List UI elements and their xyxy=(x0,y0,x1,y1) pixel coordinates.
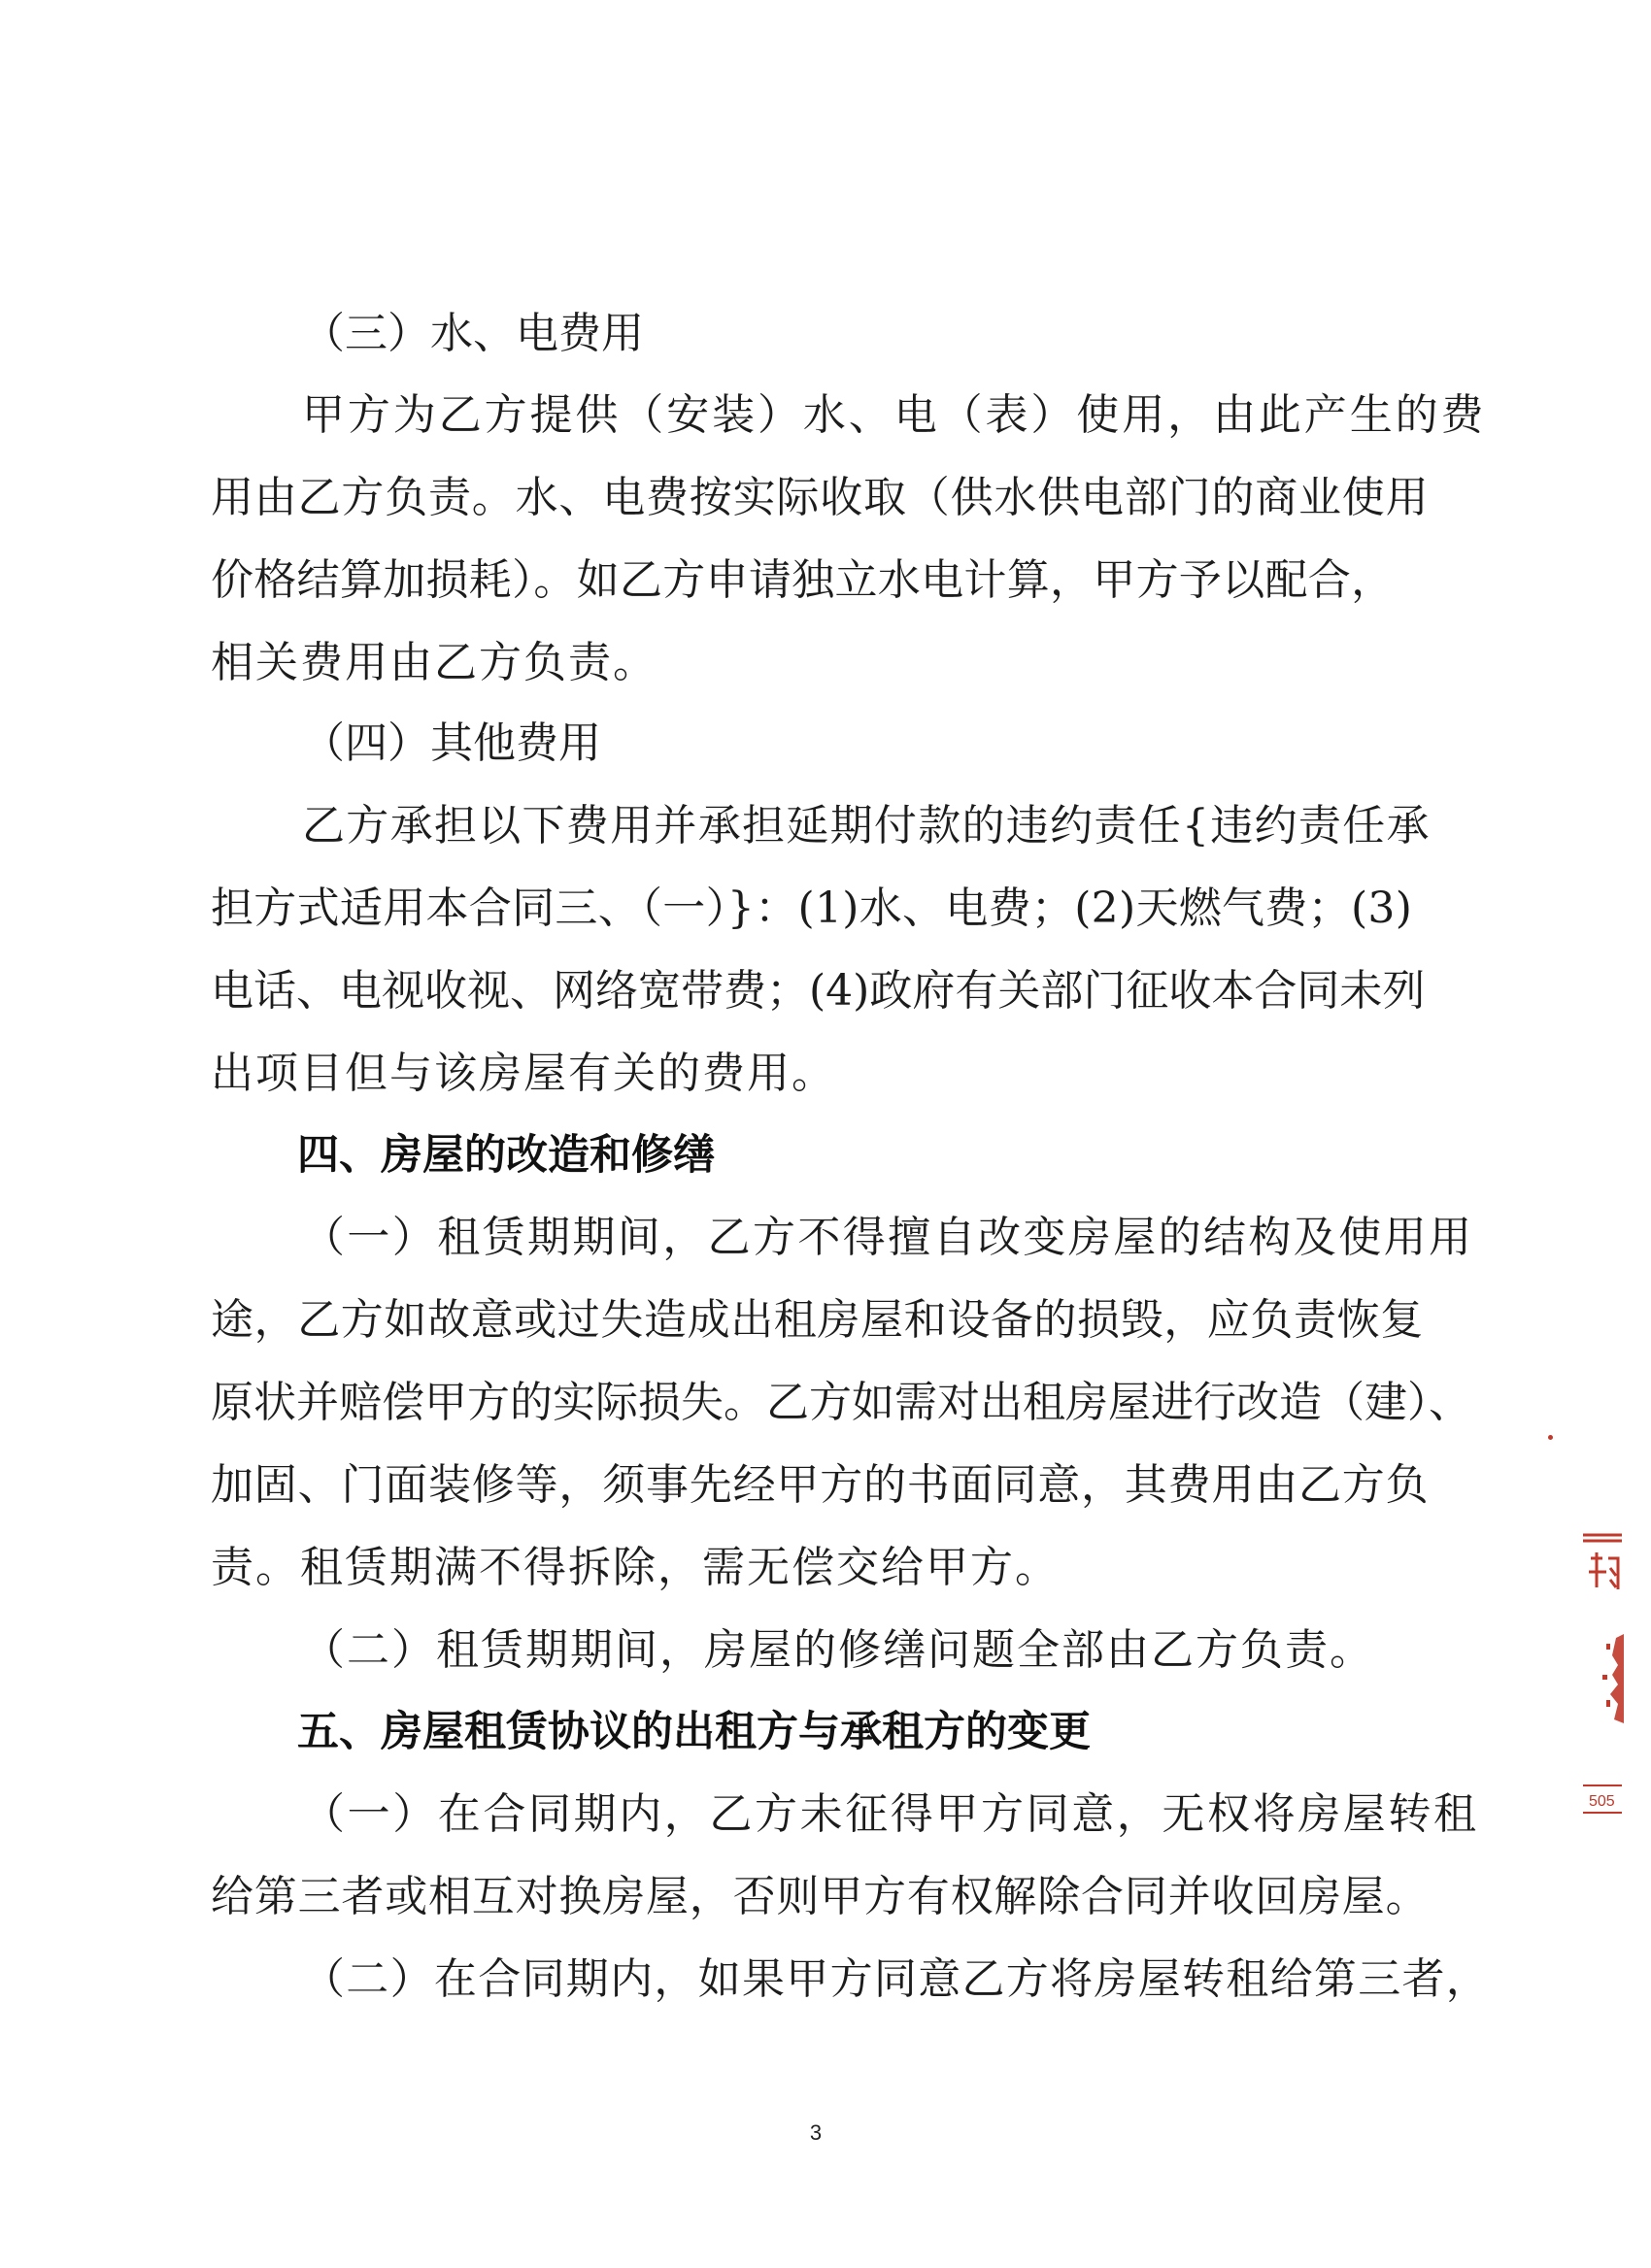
paragraph-line: 甲方为乙方提供（安装）水、电（表）使用，由此产生的费 xyxy=(302,390,1487,440)
paragraph-line: 责。租赁期满不得拆除，需无偿交给甲方。 xyxy=(211,1543,1060,1592)
paragraph-line: 用由乙方负责。水、电费按实际收取（供水供电部门的商业使用 xyxy=(211,473,1430,522)
paragraph-line: （一）在合同期内，乙方未征得甲方同意，无权将房屋转租 xyxy=(302,1789,1479,1839)
paragraph-line: 相关费用由乙方负责。 xyxy=(211,638,657,687)
paragraph-line: 加固、门面装修等，须事先经甲方的书面同意，其费用由乙方负 xyxy=(211,1460,1430,1510)
subheading-other-fees: （四）其他费用 xyxy=(302,718,601,768)
section-heading-renovation: 四、房屋的改造和修缮 xyxy=(297,1131,715,1180)
red-ink-dot xyxy=(1548,1435,1553,1440)
paragraph-line: （一）租赁期期间，乙方不得擅自改变房屋的结构及使用用 xyxy=(302,1213,1474,1262)
paragraph-line: 担方式适用本合同三、（一）}：(1)水、电费；(2)天燃气费；(3) xyxy=(211,884,1413,933)
paragraph-line: （二）租赁期期间，房屋的修缮问题全部由乙方负责。 xyxy=(302,1625,1374,1675)
seal-stamp-fragment xyxy=(1581,1529,1624,1850)
svg-text:505: 505 xyxy=(1589,1793,1615,1810)
paragraph-line: （二）在合同期内，如果甲方同意乙方将房屋转租给第三者， xyxy=(302,1954,1491,2004)
paragraph-line: 原状并赔偿甲方的实际损失。乙方如需对出租房屋进行改造（建）、 xyxy=(211,1378,1471,1427)
section-heading-party-change: 五、房屋租赁协议的出租方与承租方的变更 xyxy=(297,1708,1091,1756)
paragraph-line: 途，乙方如故意或过失造成出租房屋和设备的损毁，应负责恢复 xyxy=(211,1295,1424,1345)
subheading-water-electricity: （三）水、电费用 xyxy=(302,309,644,358)
page-number: 3 xyxy=(809,2120,823,2145)
paragraph-line: 电话、电视收视、网络宽带费；(4)政府有关部门征收本合同未列 xyxy=(211,966,1426,1016)
paragraph-line: 乙方承担以下费用并承担延期付款的违约责任{违约责任承 xyxy=(302,801,1431,850)
paragraph-line: 出项目但与该房屋有关的费用。 xyxy=(211,1049,836,1098)
paragraph-line: 给第三者或相互对换房屋，否则甲方有权解除合同并收回房屋。 xyxy=(211,1872,1430,1921)
paragraph-line: 价格结算加损耗）。如乙方申请独立水电计算，甲方予以配合， xyxy=(211,555,1395,605)
